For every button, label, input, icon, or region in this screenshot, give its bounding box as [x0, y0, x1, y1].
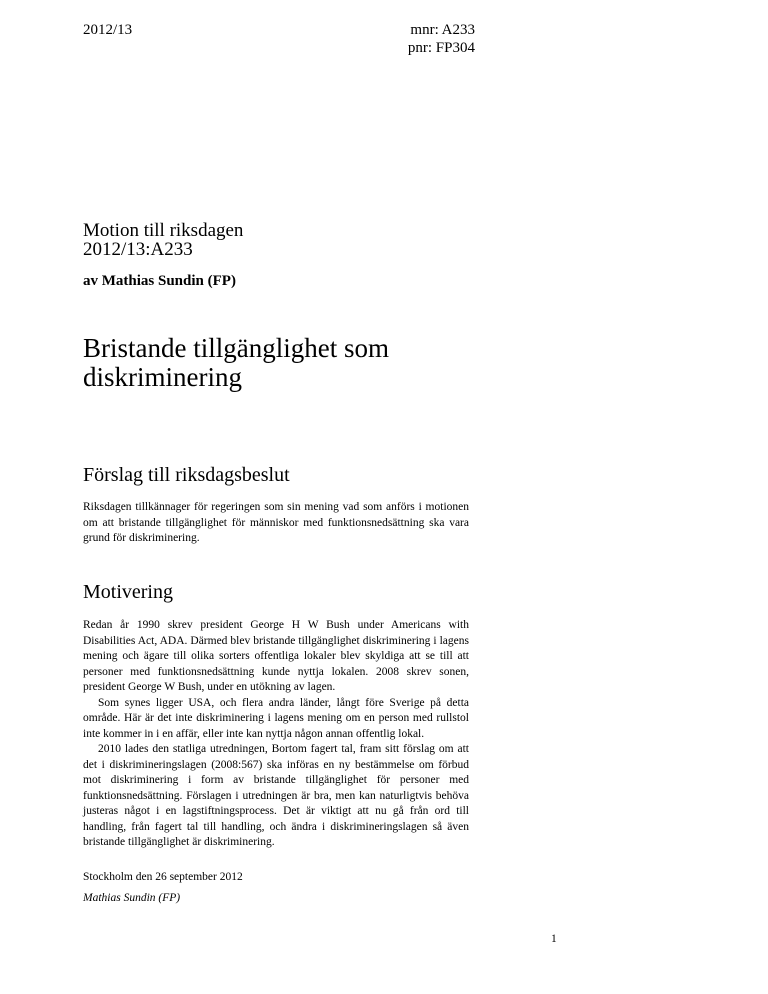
- motion-author: av Mathias Sundin (FP): [83, 273, 236, 289]
- reference-numbers: [385, 21, 475, 57]
- motion-title-line1: Motion till riksdagen: [83, 220, 244, 241]
- motivation-text: [83, 618, 469, 851]
- motion-number: 2012/13:A233: [83, 239, 193, 260]
- motion-title: [83, 221, 243, 259]
- motivation-heading: Motivering: [83, 581, 173, 603]
- proposal-heading: Förslag till riksdagsbeslut: [83, 464, 290, 486]
- document-title: [83, 334, 483, 392]
- page-number: 1: [551, 933, 557, 945]
- document-title-line1: Bristande tillgänglighet som: [83, 333, 389, 363]
- mnr-label: mnr: A233: [410, 22, 475, 38]
- motivation-paragraph-1: Redan år 1990 skrev president George H W Bush under Americans with Disabilities Act, ADA. Därmed blev bristande tillgänglighet diskriminering i lagens mening och ägare till olika sorters offentliga lokaler blev skyldiga att se till att personer med funktionsnedsättning kunde nyttja lokalen. 2008 skrev sonen, president George W Bush, under en utökning av lagen.: [83, 619, 469, 693]
- signoff-name: Mathias Sundin (FP): [83, 892, 181, 904]
- signoff-place-date: Stockholm den 26 september 2012: [83, 871, 243, 883]
- motivation-paragraph-3: 2010 lades den statliga utredningen, Bortom fagert tal, fram sitt förslag om att det i diskrimineringslagen (2008:567) ska införas en ny bestämmelse om förbud mot diskriminering i form av bristande tillgänglighet för personer med funktionsnedsättning. Förslagen i utredningen är bra, men kan naturligtvis behöva justeras något i en lagstiftningsprocess. Det är viktigt att nu gå från ord till handling, från fagert tal till handling, och ändra i diskrimineringslagen så även bristande tillgänglighet är diskriminering.: [83, 743, 469, 848]
- session-label: 2012/13: [83, 22, 133, 38]
- proposal-text: [83, 500, 469, 547]
- document-title-line2: diskriminering: [83, 362, 242, 392]
- pnr-label: pnr: FP304: [407, 40, 475, 56]
- motivation-paragraph-2: Som synes ligger USA, och flera andra länder, långt före Sverige på detta område. Här är det inte diskriminering i lagens mening om en person med rullstol inte kommer in i en affär, eller inte kan nyttja någon annan offentlig lokal.: [83, 696, 469, 740]
- proposal-paragraph: Riksdagen tillkännager för regeringen som sin mening vad som anförs i motionen om att bristande tillgänglighet för människor med funktionsnedsättning ska vara grund för diskriminering.: [83, 501, 469, 544]
